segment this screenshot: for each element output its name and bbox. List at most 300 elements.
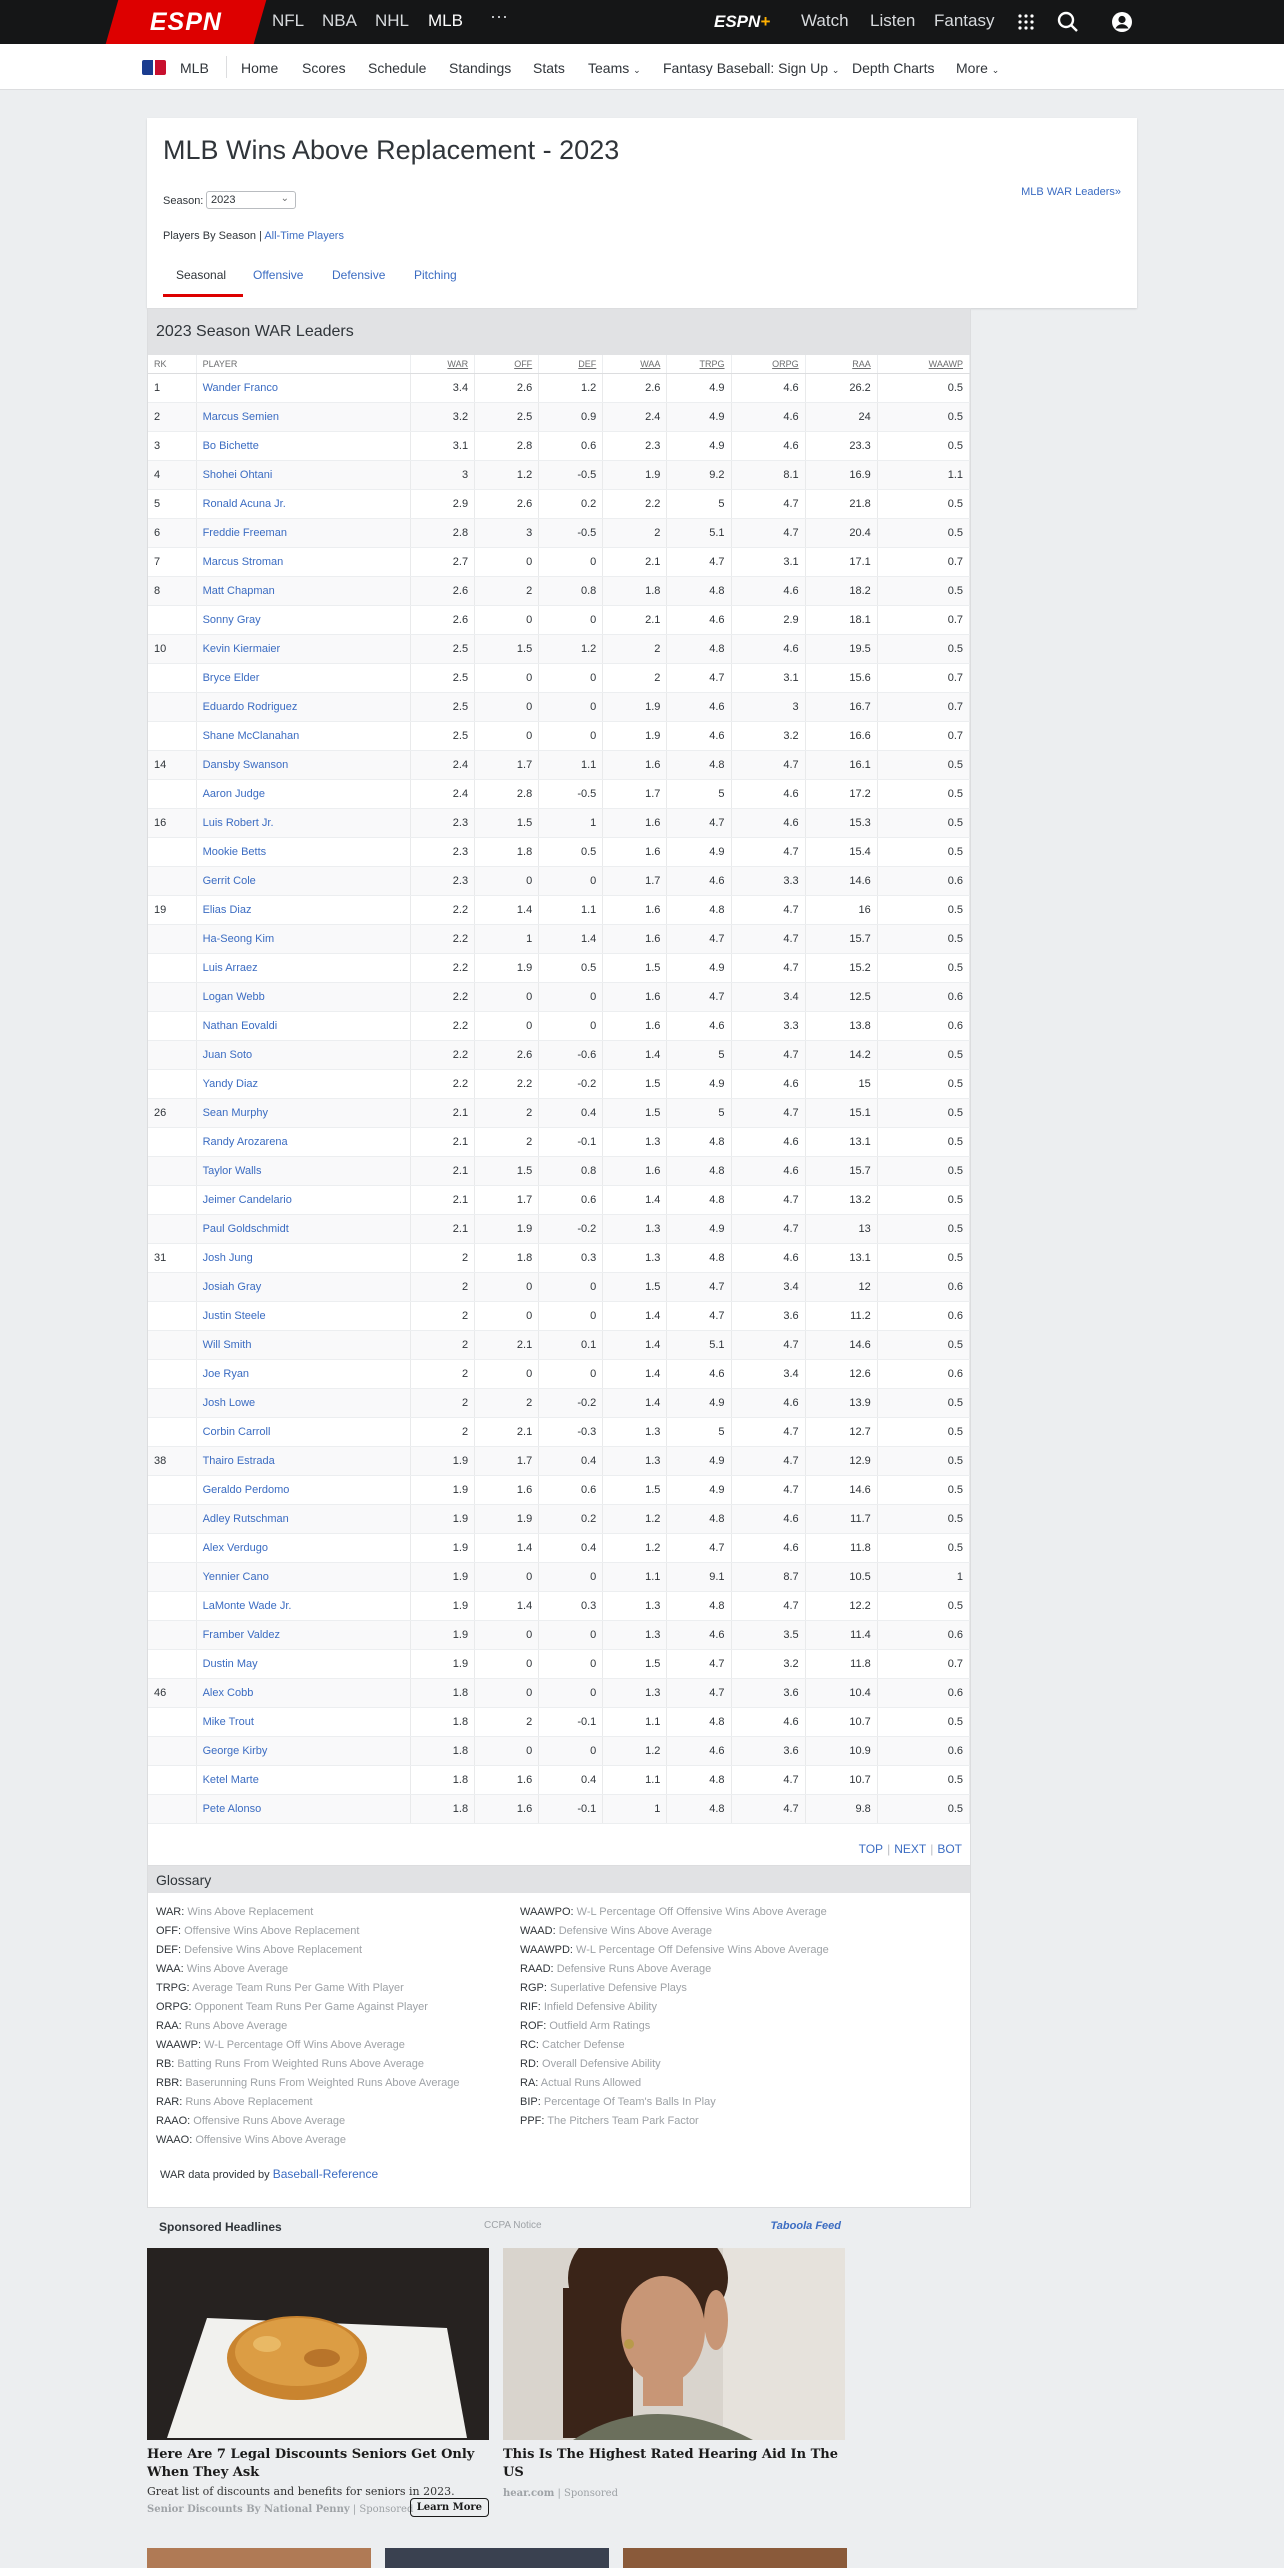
player-link[interactable]: Alex Cobb <box>202 1686 254 1699</box>
nav-next-link[interactable]: NEXT <box>894 1842 927 1856</box>
subnav-schedule[interactable]: Schedule <box>368 60 427 76</box>
tab-defensive[interactable]: Defensive <box>332 268 386 282</box>
stat-cell-off: 0 <box>475 1649 539 1678</box>
stat-cell-waa: 1.4 <box>603 1040 667 1069</box>
sub-navigation-bar <box>0 44 1284 90</box>
stat-cell-def: -0.1 <box>539 1707 603 1736</box>
glossary-term: WAAD: <box>520 1925 556 1937</box>
stat-cell-waa: 1.4 <box>603 1330 667 1359</box>
player-link[interactable]: Will Smith <box>202 1338 252 1351</box>
rank-cell <box>148 1127 196 1156</box>
subnav-depth-charts[interactable]: Depth Charts <box>852 60 935 76</box>
player-link[interactable]: Yennier Cano <box>202 1570 269 1583</box>
ad-sponsored-tag: | Sponsored <box>352 2504 414 2515</box>
stat-cell-waa: 1.9 <box>603 721 667 750</box>
glossary-term: RGP: <box>520 1982 547 1994</box>
stat-cell-trpg: 4.7 <box>667 1533 731 1562</box>
glossary-item <box>156 1941 460 1960</box>
stat-cell-def: 0.9 <box>539 402 603 431</box>
player-cell <box>196 1330 410 1359</box>
glossary-term: RC: <box>520 2039 539 2051</box>
player-link[interactable]: Ha-Seong Kim <box>202 932 275 945</box>
nav-mlb[interactable]: MLB <box>428 11 463 30</box>
stat-cell-waa: 1.1 <box>603 1707 667 1736</box>
glossary-term: ORPG: <box>156 2001 192 2013</box>
stat-cell-war: 2.1 <box>410 1127 474 1156</box>
stat-cell-orpg: 3.1 <box>731 663 805 692</box>
player-link[interactable]: Jeimer Candelario <box>202 1193 292 1206</box>
table-row <box>148 750 970 779</box>
glossary-section <box>148 1865 970 2181</box>
rank-cell: 31 <box>148 1243 196 1272</box>
player-link[interactable]: Josh Lowe <box>202 1396 256 1409</box>
table-row <box>148 1475 970 1504</box>
rank-cell: 7 <box>148 547 196 576</box>
stat-cell-trpg: 4.9 <box>667 373 731 402</box>
stat-cell-raa: 11.7 <box>805 1504 877 1533</box>
player-link[interactable]: Luis Arraez <box>202 961 258 974</box>
subnav-home[interactable]: Home <box>241 60 279 76</box>
stat-cell-war: 2 <box>410 1359 474 1388</box>
stat-cell-war: 2 <box>410 1243 474 1272</box>
player-link[interactable]: Shohei Ohtani <box>202 468 273 481</box>
nav-separator: | <box>887 1842 891 1856</box>
tab-seasonal[interactable]: Seasonal <box>176 268 227 282</box>
stat-cell-off: 2 <box>475 1127 539 1156</box>
glossary-term: BIP: <box>520 2096 541 2108</box>
stat-cell-orpg: 3.2 <box>731 721 805 750</box>
stat-cell-war: 2.5 <box>410 721 474 750</box>
subnav-stats[interactable]: Stats <box>533 60 565 76</box>
stat-cell-war: 1.9 <box>410 1446 474 1475</box>
column-header-orpg[interactable]: ORPG <box>731 355 805 373</box>
player-cell <box>196 605 410 634</box>
stat-cell-trpg: 4.7 <box>667 547 731 576</box>
stat-cell-trpg: 4.9 <box>667 402 731 431</box>
rank-cell <box>148 1765 196 1794</box>
stat-cell-orpg: 3.5 <box>731 1620 805 1649</box>
player-link[interactable]: Elias Diaz <box>202 903 252 916</box>
stat-cell-off: 1.5 <box>475 1156 539 1185</box>
stat-cell-trpg: 4.8 <box>667 634 731 663</box>
stat-cell-def: -0.3 <box>539 1417 603 1446</box>
player-link[interactable]: Bryce Elder <box>202 671 260 684</box>
column-header-raa[interactable]: RAA <box>805 355 877 373</box>
ad-thumbnail[interactable] <box>147 2548 371 2568</box>
stat-cell-def: 0 <box>539 1736 603 1765</box>
player-cell <box>196 1098 410 1127</box>
subnav-standings[interactable]: Standings <box>449 60 512 76</box>
column-header-war[interactable]: WAR <box>410 355 474 373</box>
rank-cell <box>148 1359 196 1388</box>
stat-cell-waawp: 0.5 <box>877 1127 969 1156</box>
player-link[interactable]: Corbin Carroll <box>202 1425 271 1438</box>
player-link[interactable]: Josiah Gray <box>202 1280 262 1293</box>
rank-cell <box>148 1707 196 1736</box>
stat-cell-orpg: 4.6 <box>731 1243 805 1272</box>
nav-separator: | <box>930 1842 934 1856</box>
stat-cell-off: 2.2 <box>475 1069 539 1098</box>
stat-cell-orpg: 3 <box>731 692 805 721</box>
stat-cell-waawp: 0.7 <box>877 692 969 721</box>
player-link[interactable]: Sean Murphy <box>202 1106 269 1119</box>
player-link[interactable]: Dustin May <box>202 1657 258 1670</box>
table-row <box>148 1011 970 1040</box>
glossary-term: DEF: <box>156 1944 182 1956</box>
ccpa-notice-link[interactable]: CCPA Notice <box>484 2220 542 2231</box>
ad-card[interactable] <box>503 2248 845 2499</box>
stat-cell-def: 0.4 <box>539 1533 603 1562</box>
stat-cell-trpg: 4.8 <box>667 1591 731 1620</box>
profile-icon[interactable] <box>1110 10 1134 34</box>
more-sports-icon[interactable]: ··· <box>490 6 508 26</box>
nav-listen[interactable]: Listen <box>870 11 916 30</box>
glossary-item <box>156 2036 460 2055</box>
player-cell <box>196 1678 410 1707</box>
glossary-definition: Offensive Runs Above Average <box>193 2115 346 2127</box>
tab-offensive[interactable]: Offensive <box>253 268 304 282</box>
rank-cell <box>148 692 196 721</box>
player-link[interactable]: Bo Bichette <box>202 439 259 452</box>
nav-watch[interactable]: Watch <box>801 11 849 30</box>
player-link[interactable]: LaMonte Wade Jr. <box>202 1599 292 1612</box>
stat-cell-waa: 1.9 <box>603 692 667 721</box>
player-link[interactable]: Mookie Betts <box>202 845 267 858</box>
table-row <box>148 1156 970 1185</box>
column-header-waawp[interactable]: WAAWP <box>877 355 969 373</box>
table-header-row <box>148 355 970 373</box>
stat-cell-off: 0 <box>475 1301 539 1330</box>
column-header-waa[interactable]: WAA <box>603 355 667 373</box>
stat-cell-waawp: 0.5 <box>877 1446 969 1475</box>
stat-cell-war: 2.6 <box>410 605 474 634</box>
stat-cell-def: -0.2 <box>539 1069 603 1098</box>
war-leaders-link[interactable]: MLB WAR Leaders» <box>1021 186 1121 198</box>
glossary-item <box>520 2055 829 2074</box>
ad-source-name: Senior Discounts By National Penny <box>147 2504 350 2515</box>
season-select[interactable] <box>206 191 296 209</box>
stat-cell-orpg: 4.7 <box>731 1214 805 1243</box>
stat-cell-raa: 12 <box>805 1272 877 1301</box>
stat-cell-raa: 14.6 <box>805 866 877 895</box>
table-row <box>148 1794 970 1823</box>
player-cell <box>196 1736 410 1765</box>
stat-cell-trpg: 4.7 <box>667 808 731 837</box>
stat-cell-def: 0 <box>539 1562 603 1591</box>
player-link[interactable]: Matt Chapman <box>202 584 275 597</box>
table-row <box>148 1562 970 1591</box>
table-row <box>148 866 970 895</box>
stat-cell-off: 0 <box>475 605 539 634</box>
sponsored-title: Sponsored Headlines <box>159 2220 282 2234</box>
nav-top-link[interactable]: TOP <box>858 1842 884 1856</box>
glossary-definition: W-L Percentage Off Offensive Wins Above Average <box>576 1906 827 1918</box>
stat-cell-waa: 1.6 <box>603 895 667 924</box>
stat-cell-def: 0.6 <box>539 1185 603 1214</box>
stat-cell-war: 2.1 <box>410 1156 474 1185</box>
stat-cell-trpg: 5 <box>667 1040 731 1069</box>
all-time-players-link[interactable]: All-Time Players <box>264 230 344 242</box>
stat-cell-off: 0 <box>475 1736 539 1765</box>
stat-cell-trpg: 4.7 <box>667 982 731 1011</box>
stat-cell-raa: 20.4 <box>805 518 877 547</box>
stat-cell-waa: 2.1 <box>603 605 667 634</box>
column-header-off[interactable]: OFF <box>475 355 539 373</box>
player-link[interactable]: Logan Webb <box>202 990 265 1003</box>
table-row <box>148 431 970 460</box>
table-row <box>148 1272 970 1301</box>
player-link[interactable]: Taylor Walls <box>202 1164 262 1177</box>
nav-nba[interactable]: NBA <box>322 11 357 30</box>
player-link[interactable]: Wander Franco <box>202 381 278 394</box>
stat-cell-waa: 1.8 <box>603 576 667 605</box>
rank-cell <box>148 1794 196 1823</box>
ad-image[interactable] <box>147 2248 489 2440</box>
player-cell <box>196 634 410 663</box>
ad-thumbnail[interactable] <box>623 2548 847 2568</box>
stat-cell-waawp: 0.5 <box>877 1533 969 1562</box>
stat-cell-raa: 12.2 <box>805 1591 877 1620</box>
stat-cell-def: 0 <box>539 547 603 576</box>
stat-cell-waawp: 0.5 <box>877 808 969 837</box>
stat-cell-def: -0.2 <box>539 1388 603 1417</box>
player-link[interactable]: Juan Soto <box>202 1048 253 1061</box>
player-link[interactable]: Pete Alonso <box>202 1802 262 1815</box>
table-nav-links <box>859 1842 962 1856</box>
column-header-trpg[interactable]: TRPG <box>667 355 731 373</box>
table-row <box>148 1707 970 1736</box>
player-link[interactable]: Eduardo Rodriguez <box>202 700 298 713</box>
glossary-item <box>156 2074 460 2093</box>
subnav-more[interactable] <box>956 60 999 76</box>
player-cell <box>196 1011 410 1040</box>
apps-grid-icon[interactable] <box>1014 10 1038 34</box>
stat-cell-waa: 1.3 <box>603 1417 667 1446</box>
player-link[interactable]: Marcus Semien <box>202 410 279 423</box>
stat-cell-raa: 16 <box>805 895 877 924</box>
stat-cell-off: 0 <box>475 866 539 895</box>
learn-more-button[interactable]: Learn More <box>410 2498 489 2517</box>
player-link[interactable]: Ronald Acuna Jr. <box>202 497 286 510</box>
stat-cell-waawp: 0.7 <box>877 547 969 576</box>
nav-nhl[interactable]: NHL <box>375 11 410 30</box>
stat-cell-waa: 2.4 <box>603 402 667 431</box>
player-link[interactable]: Shane McClanahan <box>202 729 300 742</box>
nav-nfl[interactable]: NFL <box>272 11 305 30</box>
stat-cell-waa: 2 <box>603 634 667 663</box>
table-row <box>148 1388 970 1417</box>
stat-cell-def: 0.5 <box>539 953 603 982</box>
rank-cell <box>148 605 196 634</box>
player-cell <box>196 953 410 982</box>
subnav-mlb[interactable]: MLB <box>180 60 209 76</box>
glossary-definition: Catcher Defense <box>542 2039 625 2051</box>
rank-cell <box>148 1388 196 1417</box>
ad-image[interactable] <box>503 2248 845 2440</box>
stat-cell-waa: 1.3 <box>603 1620 667 1649</box>
stat-cell-raa: 15.1 <box>805 1098 877 1127</box>
stat-cell-war: 2.8 <box>410 518 474 547</box>
stat-cell-raa: 19.5 <box>805 634 877 663</box>
player-cell <box>196 895 410 924</box>
rank-cell: 46 <box>148 1678 196 1707</box>
stat-cell-war: 2.7 <box>410 547 474 576</box>
player-link[interactable]: Nathan Eovaldi <box>202 1019 278 1032</box>
stat-cell-waawp: 0.5 <box>877 1185 969 1214</box>
player-link[interactable]: Kevin Kiermaier <box>202 642 281 655</box>
player-cell <box>196 1475 410 1504</box>
player-link[interactable]: Yandy Diaz <box>202 1077 259 1090</box>
taboola-feed-logo[interactable]: Taboola Feed <box>770 2220 841 2232</box>
player-link[interactable]: Justin Steele <box>202 1309 266 1322</box>
glossary-term: RIF: <box>520 2001 541 2013</box>
subnav-fantasy-signup[interactable] <box>663 60 839 76</box>
stat-cell-raa: 15.2 <box>805 953 877 982</box>
stat-cell-waa: 1.3 <box>603 1214 667 1243</box>
stat-cell-off: 1.5 <box>475 634 539 663</box>
stat-cell-def: -0.5 <box>539 779 603 808</box>
stat-cell-off: 1.6 <box>475 1794 539 1823</box>
player-link[interactable]: Sonny Gray <box>202 613 261 626</box>
ad-card[interactable] <box>147 2248 489 2515</box>
stat-cell-trpg: 5.1 <box>667 1330 731 1359</box>
subnav-teams[interactable] <box>588 60 641 76</box>
player-link[interactable]: Randy Arozarena <box>202 1135 288 1148</box>
player-link[interactable]: Alex Verdugo <box>202 1541 269 1554</box>
player-cell <box>196 1272 410 1301</box>
stat-cell-off: 1 <box>475 924 539 953</box>
stat-cell-raa: 15.3 <box>805 808 877 837</box>
stat-cell-raa: 10.9 <box>805 1736 877 1765</box>
column-header-def[interactable]: DEF <box>539 355 603 373</box>
stat-cell-waawp: 0.5 <box>877 402 969 431</box>
tab-pitching[interactable]: Pitching <box>414 268 457 282</box>
stat-cell-orpg: 3.6 <box>731 1301 805 1330</box>
baseball-reference-link[interactable]: Baseball-Reference <box>272 2167 379 2181</box>
stat-cell-raa: 17.1 <box>805 547 877 576</box>
glossary-definition: Percentage Of Team's Balls In Play <box>543 2096 716 2108</box>
stat-cell-trpg: 4.8 <box>667 1243 731 1272</box>
stat-cell-waa: 1.1 <box>603 1765 667 1794</box>
player-link[interactable]: Luis Robert Jr. <box>202 816 274 829</box>
stat-cell-orpg: 4.7 <box>731 1185 805 1214</box>
player-link[interactable]: Thairo Estrada <box>202 1454 275 1467</box>
stat-cell-off: 2.6 <box>475 373 539 402</box>
stat-cell-waa: 2 <box>603 663 667 692</box>
player-link[interactable]: Adley Rutschman <box>202 1512 289 1525</box>
stat-cell-waa: 1.5 <box>603 1649 667 1678</box>
player-link[interactable]: Paul Goldschmidt <box>202 1222 289 1235</box>
nav-fantasy[interactable]: Fantasy <box>934 11 995 30</box>
glossary-definition: Opponent Team Runs Per Game Against Player <box>194 2001 428 2013</box>
search-icon[interactable] <box>1056 10 1080 34</box>
stat-cell-war: 2.2 <box>410 924 474 953</box>
espn-logo[interactable] <box>106 0 267 44</box>
player-link[interactable]: Gerrit Cole <box>202 874 256 887</box>
player-link[interactable]: Dansby Swanson <box>202 758 289 771</box>
stat-cell-waa: 1.4 <box>603 1359 667 1388</box>
rank-cell <box>148 837 196 866</box>
table-row <box>148 1649 970 1678</box>
player-cell <box>196 373 410 402</box>
espn-plus-logo[interactable] <box>714 12 770 32</box>
stat-cell-trpg: 4.7 <box>667 924 731 953</box>
player-link[interactable]: Marcus Stroman <box>202 555 284 568</box>
glossary-term: WAAWP: <box>156 2039 202 2051</box>
player-cell <box>196 1417 410 1446</box>
stat-cell-off: 0 <box>475 1562 539 1591</box>
ad-headline[interactable]: Here Are 7 Legal Discounts Seniors Get Only When They Ask <box>147 2447 475 2480</box>
table-row <box>148 1736 970 1765</box>
stat-cell-def: 0.6 <box>539 1475 603 1504</box>
stat-cell-war: 2.6 <box>410 576 474 605</box>
player-cell <box>196 1359 410 1388</box>
stat-cell-off: 2 <box>475 1098 539 1127</box>
player-link[interactable]: Framber Valdez <box>202 1628 281 1641</box>
ad-headline[interactable]: This Is The Highest Rated Hearing Aid In The US <box>503 2447 838 2480</box>
stat-cell-waawp: 0.7 <box>877 663 969 692</box>
glossary-definition: Superlative Defensive Plays <box>549 1982 687 1994</box>
stat-cell-raa: 16.1 <box>805 750 877 779</box>
player-cell <box>196 1156 410 1185</box>
glossary-term: RB: <box>156 2058 175 2070</box>
stat-cell-war: 2.2 <box>410 953 474 982</box>
subnav-fantasy-label: Fantasy Baseball: Sign Up <box>663 60 828 76</box>
table-row <box>148 1417 970 1446</box>
glossary-item <box>520 1903 829 1922</box>
stat-cell-def: 0.3 <box>539 1243 603 1272</box>
stat-cell-waa: 2.1 <box>603 547 667 576</box>
player-link[interactable]: Ketel Marte <box>202 1773 259 1786</box>
stat-cell-orpg: 4.7 <box>731 924 805 953</box>
glossary-definition: Defensive Wins Above Average <box>558 1925 712 1937</box>
player-link[interactable]: Josh Jung <box>202 1251 253 1264</box>
player-link[interactable]: Mike Trout <box>202 1715 254 1728</box>
rank-cell <box>148 1040 196 1069</box>
subnav-scores[interactable]: Scores <box>302 60 346 76</box>
stat-cell-war: 2.1 <box>410 1185 474 1214</box>
stat-cell-waawp: 0.5 <box>877 1794 969 1823</box>
rank-cell <box>148 1272 196 1301</box>
ad-thumbnail[interactable] <box>385 2548 609 2568</box>
stat-cell-orpg: 4.7 <box>731 1475 805 1504</box>
stat-cell-off: 1.8 <box>475 837 539 866</box>
stat-cell-raa: 11.4 <box>805 1620 877 1649</box>
stat-cell-raa: 26.2 <box>805 373 877 402</box>
player-cell <box>196 1504 410 1533</box>
player-cell <box>196 1794 410 1823</box>
stat-cell-off: 0 <box>475 663 539 692</box>
stat-cell-trpg: 9.1 <box>667 1562 731 1591</box>
player-link[interactable]: Geraldo Perdomo <box>202 1483 290 1496</box>
stat-cell-waa: 1.6 <box>603 750 667 779</box>
player-link[interactable]: Freddie Freeman <box>202 526 287 539</box>
player-link[interactable]: Aaron Judge <box>202 787 265 800</box>
stat-cell-orpg: 4.6 <box>731 1388 805 1417</box>
player-link[interactable]: Joe Ryan <box>202 1367 250 1380</box>
table-row <box>148 1446 970 1475</box>
espn-logo-text: ESPN <box>149 7 223 36</box>
stat-cell-waa: 1.6 <box>603 924 667 953</box>
stat-cell-def: 0.6 <box>539 431 603 460</box>
nav-bottom-link[interactable]: BOT <box>937 1842 962 1856</box>
player-link[interactable]: George Kirby <box>202 1744 268 1757</box>
stat-cell-war: 1.8 <box>410 1707 474 1736</box>
stat-cell-war: 3.2 <box>410 402 474 431</box>
table-row <box>148 808 970 837</box>
stat-cell-orpg: 4.7 <box>731 1417 805 1446</box>
player-cell <box>196 1562 410 1591</box>
